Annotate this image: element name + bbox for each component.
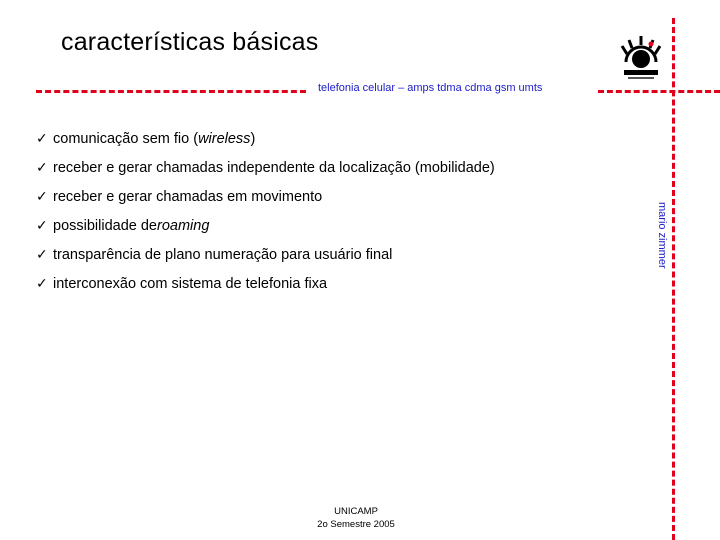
checkmark-icon: ✓ <box>36 159 48 176</box>
footer-semester: 2o Semestre 2005 <box>317 519 395 530</box>
slide-footer <box>300 505 412 531</box>
slide-title: características básicas <box>61 28 319 56</box>
list-item: ✓ receber e gerar chamadas independente da localização (mobilidade) <box>36 159 495 176</box>
checkmark-icon: ✓ <box>36 188 48 205</box>
list-item: ✓ possibilidade de roaming <box>36 217 210 234</box>
author-label: mario zimmer <box>656 202 668 269</box>
footer-institution: UNICAMP <box>334 506 378 517</box>
checkmark-icon: ✓ <box>36 275 48 292</box>
side-divider <box>672 18 675 540</box>
checkmark-icon: ✓ <box>36 130 48 147</box>
list-item: ✓ receber e gerar chamadas em movimento <box>36 188 323 205</box>
list-item: ✓ transparência de plano numeração para usuário final <box>36 246 393 263</box>
list-item: ✓ comunicação sem fio ( wireless ) <box>36 130 256 147</box>
slide-subtitle: telefonia celular – amps tdma cdma gsm umts <box>318 82 543 94</box>
unicamp-logo-icon <box>618 32 664 84</box>
list-item: ✓ interconexão com sistema de telefonia fixa <box>36 275 328 292</box>
header-divider-left <box>36 90 306 93</box>
bullet-list <box>36 124 495 298</box>
header-divider-right <box>598 90 720 93</box>
checkmark-icon: ✓ <box>36 246 48 263</box>
checkmark-icon: ✓ <box>36 217 48 234</box>
